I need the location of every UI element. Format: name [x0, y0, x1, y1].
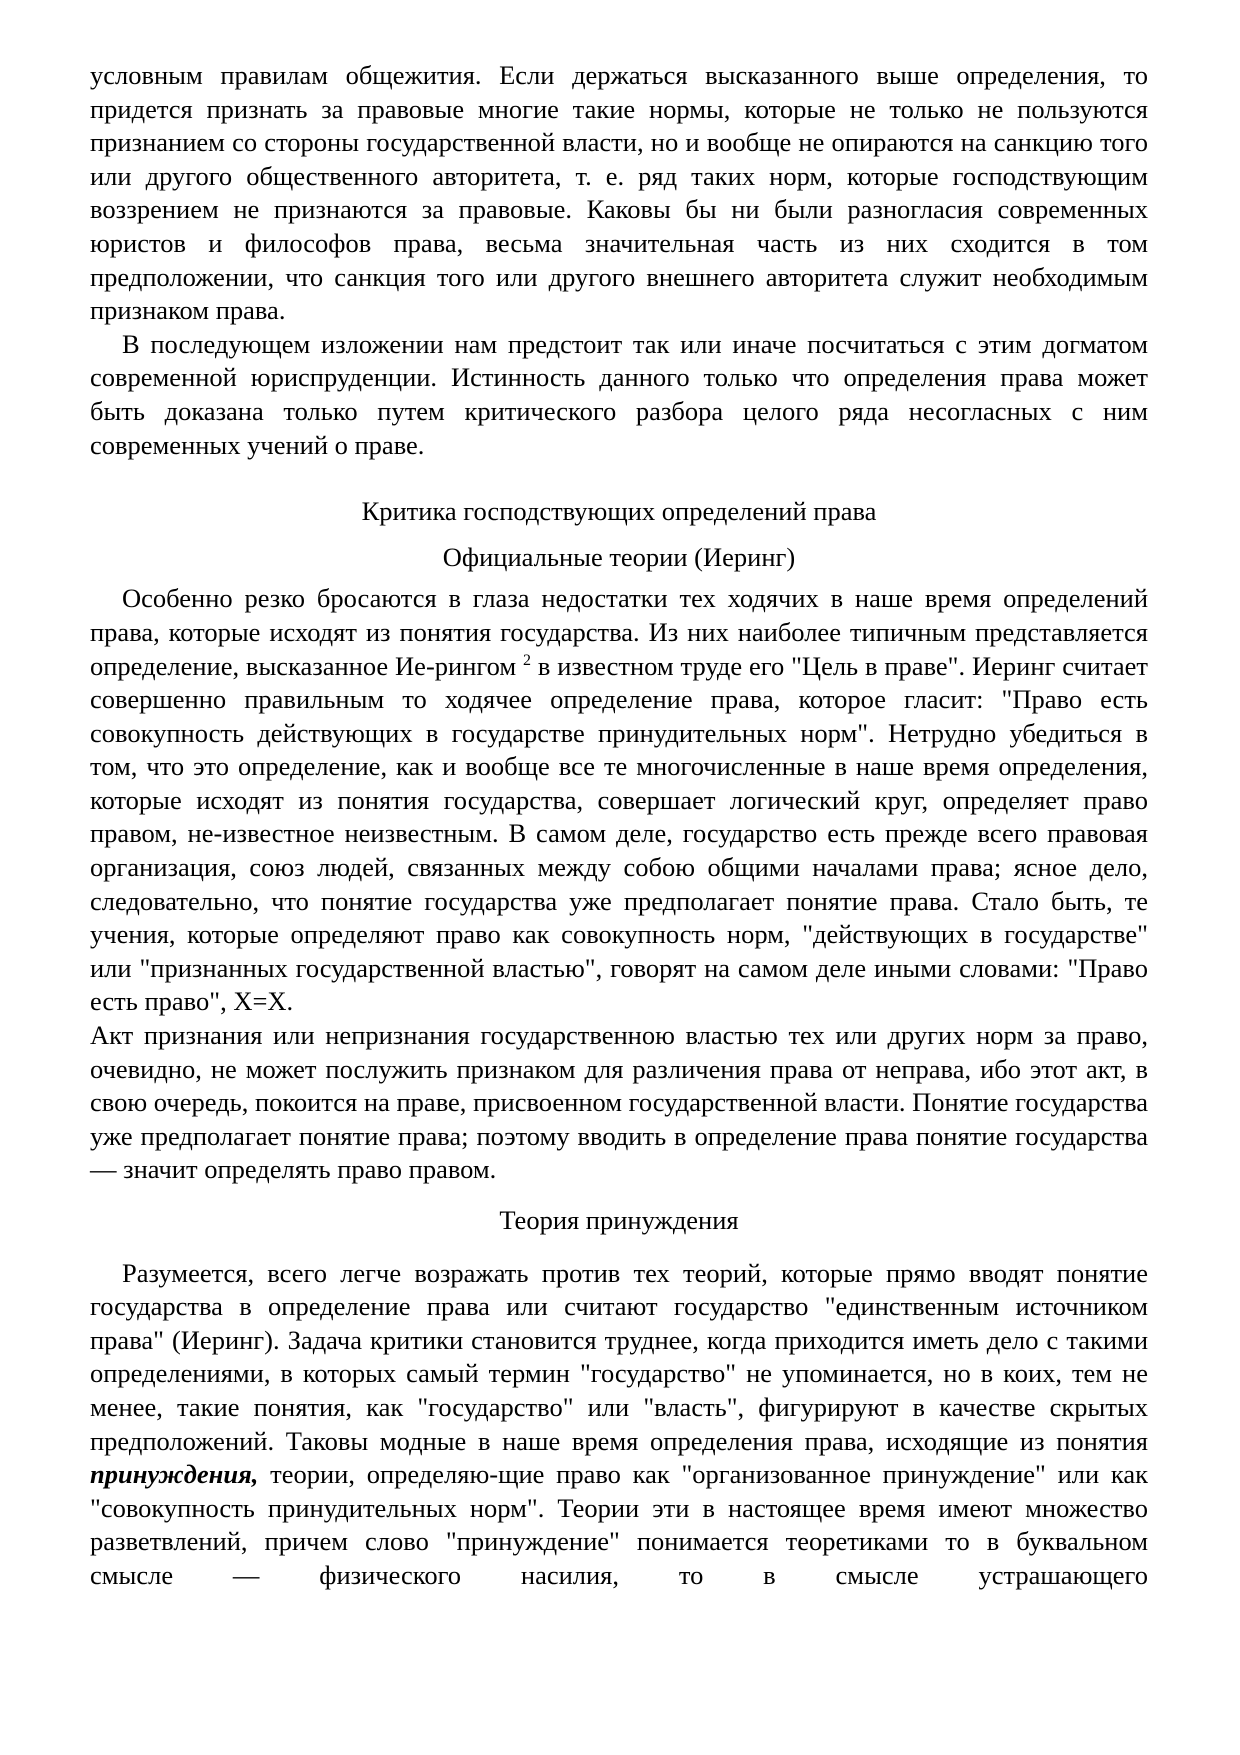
footnote-marker[interactable]: 2: [522, 651, 531, 669]
subsection-heading-coercion: Теория принуждения: [499, 1205, 739, 1235]
ihering-paragraph: [90, 582, 1148, 1019]
coercion-text-part-1: Разумеется, всего легче возражать против тех теорий, которые прямо вводят понятие государства в определение права или считают государство "единственным источником права" (Иеринг). Задача критики становится труднее, когда приходится иметь дело с такими определениями, в которых самый термин "государство" не упоминается, но в коих, тем не менее, такие понятия, как "государство" или "власть", фигурируют в качестве скрытых предположений. Таковы модные в наше время определения права, исходящие из понятия: [90, 1257, 1148, 1456]
coercion-paragraph: [90, 1257, 1148, 1593]
subsection-heading-ihering: Официальные теории (Иеринг): [442, 541, 796, 572]
section-heading: Критика господствующих определений права: [361, 496, 877, 527]
ihering-text-part-2: в известном труде его "Цель в праве". Иеринг считает совершенно правильным то ходячее определение права, которое гласит: "Право есть совокупность действующих в государстве принудительных норм". Нетрудно убедиться в том, что это определение, как и вообще все те многочисленные в наше время определения, которые исходят из понятия государства, совершает логический круг, определяет право правом, не-известное неизвестным. В самом деле, государство есть прежде всего правовая организация, союз людей, связанных между собою общими началами права; ясное дело, следовательно, что понятие государства уже предполагает понятие права. Стало быть, те учения, которые определяют право как совокупность норм, "действующих в государстве" или "признанных государственной властью", говорят на самом деле иными словами: "Право есть право", X=X.: [90, 650, 1148, 1017]
coercion-text-part-2: теории, определяю-щие право как "организованное принуждение" или как "совокупность принудительных норм". Теории эти в настоящее время имеют множество разветвлений, причем слово "принуждение" понимается теоретиками то в буквальном смысле — физического насилия, то в смысле устрашающего: [90, 1459, 1148, 1590]
ihering-text-part-1: Особенно резко бросаются в глаза недостатки тех ходячих в наше время определений права, которые исходят из понятия государства. Из них наиболее типичным представляется определение, высказанное Ие-рингом: [90, 583, 1148, 681]
second-paragraph: В последующем изложении нам предстоит так или иначе посчитаться с этим догматом современной юриспруденции. Истинность данного только что определения права может быть доказана только путем критического разбора целого ряда несогласных с ним современных учений о праве.: [90, 328, 1148, 460]
intro-paragraph: условным правилам общежития. Если держаться высказанного выше определения, то придется признать за правовые многие такие нормы, которые не только не пользуются признанием со стороны государственной власти, но и вообще не опираются на санкцию того или другого общественного авторитета, т. е. ряд таких норм, которые господствующим воззрением не признаются за правовые. Каковы бы ни были разногласия современных юристов и философов права, весьма значительная часть из них сходится в том предположении, что санкция того или другого внешнего авторитета служит необходимым признаком права.: [90, 60, 1148, 326]
coercion-emphasis: принуждения,: [90, 1459, 259, 1490]
recognition-paragraph: Акт признания или непризнания государственною властью тех или других норм за право, очевидно, не может послужить признаком для различения права от неправа, ибо этот акт, в свою очередь, покоится на праве, присвоенном государственной власти. Понятие государства уже предполагает понятие права; поэтому вводить в определение права понятие государства — значит определять право правом.: [90, 1020, 1148, 1185]
